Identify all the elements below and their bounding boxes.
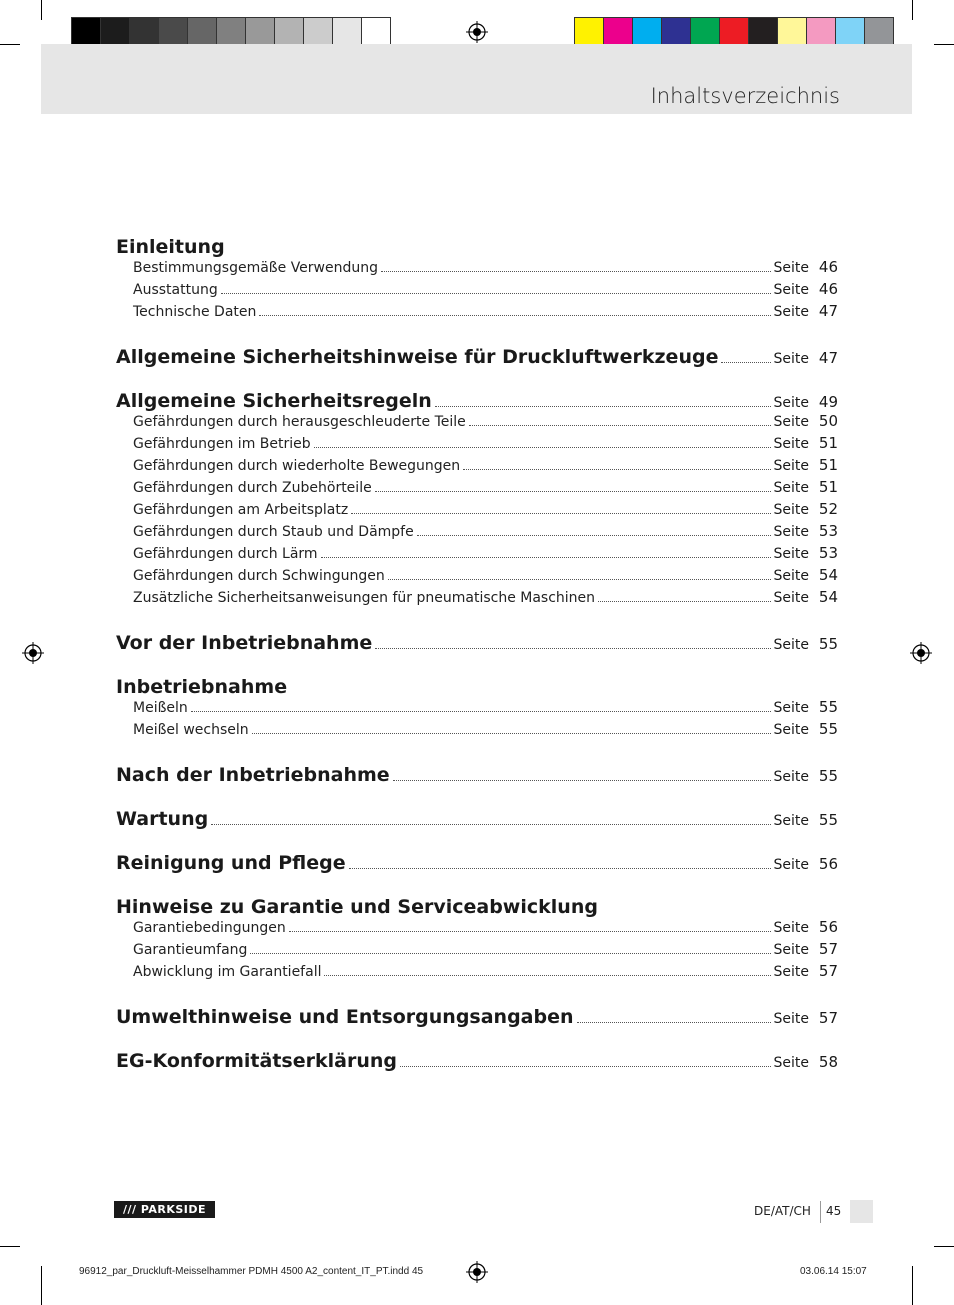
color-swatch	[216, 17, 246, 47]
dot-leader	[289, 931, 771, 932]
page-number: 55	[818, 720, 838, 738]
color-swatch	[574, 17, 604, 47]
crop-mark	[912, 0, 913, 20]
color-swatch	[719, 17, 749, 47]
page-reference	[774, 1053, 839, 1071]
page-reference	[774, 962, 839, 980]
toc-section	[116, 1006, 838, 1028]
page-reference	[774, 1009, 839, 1027]
entry-title: Gefährdungen durch wiederholte Bewegungen	[133, 458, 461, 474]
page-label: Seite	[773, 568, 809, 584]
entry-title: Abwicklung im Garantiefall	[133, 964, 322, 980]
crop-mark	[0, 44, 20, 45]
color-swatch	[661, 17, 691, 47]
dot-leader	[388, 579, 771, 580]
dot-leader	[381, 271, 770, 272]
toc-entry[interactable]	[116, 720, 838, 742]
color-scale-bar	[574, 17, 893, 47]
entry-title: Bestimmungsgemäße Verwendung	[133, 260, 379, 276]
dot-leader	[400, 1066, 771, 1067]
section-title: EG-Konformitätserklärung	[116, 1050, 397, 1072]
entry-title: Gefährdungen durch Schwingungen	[133, 568, 385, 584]
section-title: Hinweise zu Garantie und Serviceabwicklung	[116, 896, 598, 918]
entry-title: Meißel wechseln	[133, 722, 249, 738]
page-label: Seite	[773, 964, 809, 980]
page-reference	[774, 434, 839, 452]
toc-entry[interactable]	[116, 258, 838, 280]
toc-entry[interactable]	[116, 456, 838, 478]
page-reference	[774, 478, 839, 496]
dot-leader	[721, 362, 770, 363]
color-swatch	[274, 17, 304, 47]
dot-leader	[349, 868, 771, 869]
toc-section	[116, 236, 838, 324]
page-reference	[774, 698, 839, 716]
crop-mark	[912, 1266, 913, 1305]
toc-entry[interactable]	[116, 412, 838, 434]
page-label: Seite	[773, 395, 809, 411]
entry-title: Garantieumfang	[133, 942, 248, 958]
page-label: Seite	[773, 414, 809, 430]
color-swatch	[245, 17, 275, 47]
page-label: Seite	[773, 304, 809, 320]
page-label: Seite	[773, 769, 809, 785]
toc-entry[interactable]	[116, 434, 838, 456]
toc-section	[116, 852, 838, 874]
page-reference	[774, 720, 839, 738]
page-label: Seite	[773, 637, 809, 653]
page-reference	[774, 302, 839, 320]
entry-title: Ausstattung	[133, 282, 218, 298]
brand-logo: /// PARKSIDE	[114, 1201, 215, 1218]
dot-leader	[191, 711, 771, 712]
dot-leader	[252, 733, 771, 734]
dot-leader	[463, 469, 770, 470]
dot-leader	[417, 535, 771, 536]
toc-entry[interactable]	[116, 522, 838, 544]
page-number: 53	[818, 544, 838, 562]
toc-section-heading[interactable]	[116, 632, 838, 654]
page-reference	[774, 635, 839, 653]
toc-section-heading[interactable]	[116, 390, 838, 412]
color-swatch	[361, 17, 391, 47]
page-number: 58	[818, 1053, 838, 1071]
page-reference	[774, 811, 839, 829]
color-swatch	[158, 17, 188, 47]
page-reference	[774, 412, 839, 430]
page-number: 51	[818, 434, 838, 452]
color-swatch	[187, 17, 217, 47]
dot-leader	[469, 425, 771, 426]
page-reference	[774, 767, 839, 785]
color-swatch	[303, 17, 333, 47]
dot-leader	[393, 780, 771, 781]
toc-entry[interactable]	[116, 544, 838, 566]
page-number: 57	[818, 962, 838, 980]
toc-section	[116, 764, 838, 786]
toc-section	[116, 632, 838, 654]
page-number: 57	[818, 940, 838, 958]
dot-leader	[435, 406, 771, 407]
color-swatch	[129, 17, 159, 47]
entry-title: Gefährdungen am Arbeitsplatz	[133, 502, 349, 518]
entry-title: Meißeln	[133, 700, 188, 716]
color-swatch	[332, 17, 362, 47]
page-reference	[774, 940, 839, 958]
section-title: Einleitung	[116, 236, 225, 258]
entry-title: Technische Daten	[133, 304, 257, 320]
dot-leader	[250, 953, 770, 954]
print-slug-date: 03.06.14 15:07	[800, 1266, 867, 1277]
page-number: 55	[818, 698, 838, 716]
dot-leader	[259, 315, 770, 316]
page-reference	[774, 349, 839, 367]
page-reference	[774, 522, 839, 540]
color-swatch	[777, 17, 807, 47]
section-title: Umwelthinweise und Entsorgungsangaben	[116, 1006, 574, 1028]
footer-box	[850, 1200, 873, 1223]
page-label: Seite	[773, 351, 809, 367]
dot-leader	[324, 975, 770, 976]
page-reference	[774, 918, 839, 936]
toc-section	[116, 896, 838, 984]
entry-title: Gefährdungen im Betrieb	[133, 436, 311, 452]
page-reference	[774, 500, 839, 518]
page-number: 50	[818, 412, 838, 430]
page-label: Seite	[773, 1055, 809, 1071]
page-title: Inhaltsverzeichnis	[650, 84, 840, 108]
crop-mark	[0, 1246, 20, 1247]
page-label: Seite	[773, 813, 809, 829]
toc-entry[interactable]	[116, 566, 838, 588]
toc-section	[116, 1050, 838, 1072]
dot-leader	[221, 293, 771, 294]
toc-entry[interactable]	[116, 918, 838, 940]
toc-entry[interactable]	[116, 588, 838, 610]
page-reference	[774, 566, 839, 584]
dot-leader	[598, 601, 770, 602]
toc-entry[interactable]	[116, 478, 838, 500]
page-reference	[774, 855, 839, 873]
page-number: 54	[818, 566, 838, 584]
section-title: Wartung	[116, 808, 209, 830]
toc-section	[116, 390, 838, 610]
page-number: 46	[818, 258, 838, 276]
dot-leader	[351, 513, 770, 514]
toc-entry[interactable]	[116, 940, 838, 962]
color-swatch	[690, 17, 720, 47]
color-swatch	[71, 17, 101, 47]
dot-leader	[321, 557, 771, 558]
footer-divider	[820, 1201, 821, 1223]
page-label: Seite	[773, 700, 809, 716]
page-label: Seite	[773, 942, 809, 958]
page-label: Seite	[773, 502, 809, 518]
page-number: 56	[818, 855, 838, 873]
table-of-contents	[116, 236, 838, 1072]
toc-entry[interactable]	[116, 302, 838, 324]
page-number: 55	[818, 635, 838, 653]
page-number: 54	[818, 588, 838, 606]
page-number: 51	[818, 456, 838, 474]
toc-entry[interactable]	[116, 698, 838, 720]
dot-leader	[314, 447, 771, 448]
toc-entry[interactable]	[116, 962, 838, 984]
dot-leader	[375, 648, 770, 649]
section-title: Allgemeine Sicherheitsregeln	[116, 390, 432, 412]
page-label: Seite	[773, 590, 809, 606]
toc-section-heading[interactable]	[116, 852, 838, 874]
page-label: Seite	[773, 480, 809, 496]
section-title: Allgemeine Sicherheitshinweise für Druckluftwerkzeuge	[116, 346, 719, 368]
page-number: 55	[818, 811, 838, 829]
dot-leader	[211, 824, 770, 825]
color-swatch	[748, 17, 778, 47]
print-slug-file: 96912_par_Druckluft-Meisselhammer PDMH 4500 A2_content_IT_PT.indd 45	[79, 1266, 424, 1277]
toc-section	[116, 346, 838, 368]
page-label: Seite	[773, 1011, 809, 1027]
entry-title: Gefährdungen durch herausgeschleuderte Teile	[133, 414, 466, 430]
page-number: 45	[826, 1204, 842, 1218]
toc-section	[116, 676, 838, 742]
entry-title: Gefährdungen durch Staub und Dämpfe	[133, 524, 414, 540]
color-swatch	[806, 17, 836, 47]
registration-mark-icon	[22, 642, 44, 664]
entry-title: Zusätzliche Sicherheitsanweisungen für pneumatische Maschinen	[133, 590, 596, 606]
toc-section-heading[interactable]	[116, 1006, 838, 1028]
page-number: 52	[818, 500, 838, 518]
page-reference	[774, 280, 839, 298]
toc-section-heading[interactable]	[116, 896, 838, 918]
toc-section-heading[interactable]	[116, 346, 838, 368]
dot-leader	[375, 491, 771, 492]
section-title: Inbetriebnahme	[116, 676, 288, 698]
entry-title: Gefährdungen durch Lärm	[133, 546, 318, 562]
entry-title: Garantiebedingungen	[133, 920, 286, 936]
page-number: 51	[818, 478, 838, 496]
crop-mark	[41, 0, 42, 20]
toc-section-heading[interactable]	[116, 676, 838, 698]
entry-title: Gefährdungen durch Zubehörteile	[133, 480, 372, 496]
page-label: Seite	[773, 857, 809, 873]
page-reference	[774, 588, 839, 606]
gray-scale-bar	[71, 17, 390, 47]
page-label: Seite	[773, 722, 809, 738]
page-number: 49	[818, 393, 838, 411]
section-title: Nach der Inbetriebnahme	[116, 764, 390, 786]
page-reference	[774, 393, 839, 411]
registration-mark-icon	[466, 1261, 488, 1283]
page-reference	[774, 456, 839, 474]
page-number: 47	[818, 349, 838, 367]
color-swatch	[632, 17, 662, 47]
page-label: Seite	[773, 436, 809, 452]
page-number: 46	[818, 280, 838, 298]
color-swatch	[835, 17, 865, 47]
toc-entry[interactable]	[116, 280, 838, 302]
page-reference	[774, 544, 839, 562]
page-label: Seite	[773, 524, 809, 540]
page-number: 53	[818, 522, 838, 540]
toc-section-heading[interactable]	[116, 236, 838, 258]
page-number: 47	[818, 302, 838, 320]
page-number: 57	[818, 1009, 838, 1027]
page-label: Seite	[773, 458, 809, 474]
page-number: 55	[818, 767, 838, 785]
page-label: Seite	[773, 282, 809, 298]
dot-leader	[577, 1022, 771, 1023]
section-title: Reinigung und Pflege	[116, 852, 346, 874]
color-swatch	[603, 17, 633, 47]
page-label: Seite	[773, 260, 809, 276]
section-title: Vor der Inbetriebnahme	[116, 632, 373, 654]
page-number: 56	[818, 918, 838, 936]
registration-mark-icon	[910, 642, 932, 664]
color-swatch	[100, 17, 130, 47]
toc-section	[116, 808, 838, 830]
color-swatch	[864, 17, 894, 47]
registration-mark-icon	[466, 21, 488, 43]
page-label: Seite	[773, 920, 809, 936]
toc-entry[interactable]	[116, 500, 838, 522]
page-reference	[774, 258, 839, 276]
toc-section-heading[interactable]	[116, 1050, 838, 1072]
crop-mark	[41, 1266, 42, 1305]
toc-section-heading[interactable]	[116, 764, 838, 786]
language-code: DE/AT/CH	[754, 1204, 811, 1218]
crop-mark	[934, 44, 954, 45]
toc-section-heading[interactable]	[116, 808, 838, 830]
crop-mark	[934, 1246, 954, 1247]
page-label: Seite	[773, 546, 809, 562]
